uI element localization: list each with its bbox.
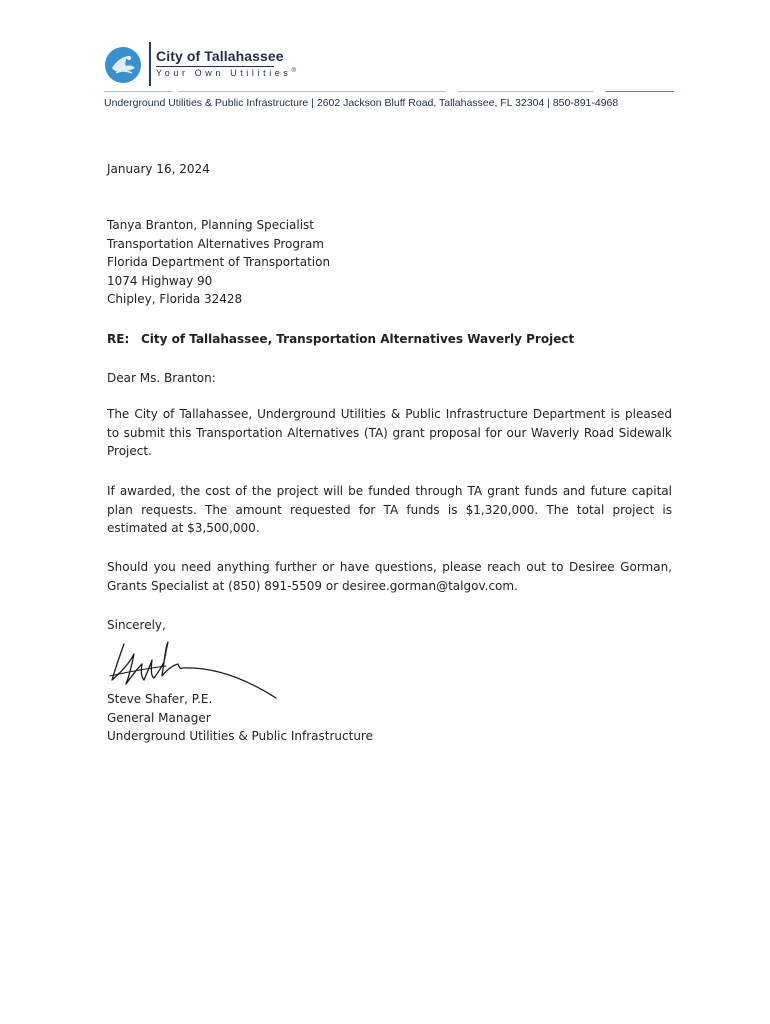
re-label: RE: [107,332,130,346]
closing: Sincerely, [107,618,166,632]
signer-block [107,690,373,746]
paragraph: Should you need anything further or have questions, please reach out to Desiree Gorman, Grants Specialist at (850) 891-5509 or desiree.gorman@talgov.com. [107,560,672,593]
signer-line: General Manager [107,710,211,725]
letterhead [104,42,674,112]
registered-mark: ® [291,68,296,74]
org-tagline-text: Your Own Utilities [156,68,292,78]
header-rule [104,91,674,92]
recipient-line: Chipley, Florida 32428 [107,292,243,306]
salutation: Dear Ms. Branton: [107,371,216,385]
paragraph: If awarded, the cost of the project will be funded through TA grant funds and future capital plan requests. The amount requested for TA funds is $1,320,000. The total project is estimated at $3,500,000. [107,484,672,535]
paragraph: The City of Tallahassee, Underground Utilities & Public Infrastructure Department is pleased to submit this Transportation Alternatives (TA) grant proposal for our Waverly Road Sidewalk Project. [107,407,672,458]
recipient-line: Transportation Alternatives Program [107,236,324,251]
recipient-line: Tanya Branton, Planning Specialist [107,218,315,232]
re-line [107,330,574,349]
org-name-underline [156,66,274,67]
re-subject: City of Tallahassee, Transportation Alternatives Waverly Project [141,332,575,346]
city-emblem-icon [104,46,142,84]
letter-date: January 16, 2024 [107,162,210,176]
signer-line: Steve Shafer, P.E. [107,692,213,706]
org-tagline [156,68,296,78]
header-address: Underground Utilities & Public Infrastructure | 2602 Jackson Bluff Road, Tallahassee, FL 32304 | 850-891-4968 [104,97,619,109]
recipient-line: Florida Department of Transportation [107,255,331,269]
recipient-block [107,216,330,309]
logo-divider [149,42,151,86]
recipient-line: 1074 Highway 90 [107,273,213,288]
signer-line: Underground Utilities & Public Infrastructure [107,729,373,743]
org-name: City of Tallahassee [156,48,284,64]
